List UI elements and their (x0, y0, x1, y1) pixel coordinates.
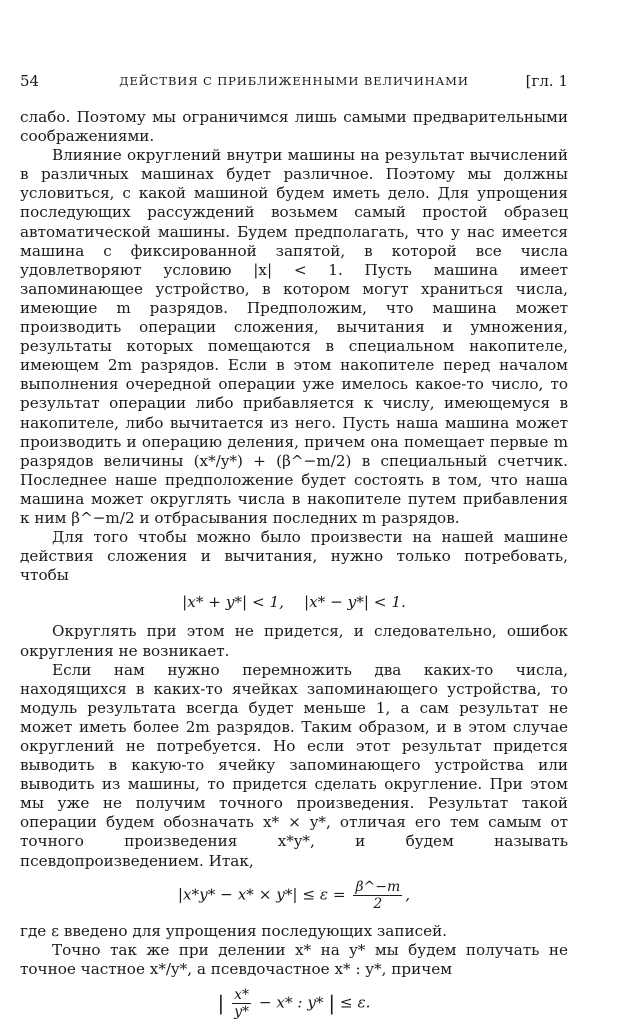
running-title: ДЕЙСТВИЯ С ПРИБЛИЖЕННЫМИ ВЕЛИЧИНАМИ (119, 74, 469, 88)
page-number: 54 (20, 72, 40, 90)
paragraph: где ε введено для упрощения последующих записей. (20, 921, 448, 940)
formula-pseudoquotient (20, 987, 568, 1020)
paragraph: Округлять при этом не придется, и следовательно, ошибок округления не возникает. (20, 622, 568, 660)
paragraph: Если нам нужно перемножить два каких-то числа, находящихся в каких-то ячейках запоминающего устройства, то модуль результата всегда будет меньше 1, а сам результат не может иметь более 2m разрядов. Таким образом, и в этом случае округлений не потребуется. Но если этот результат придется выводить в какую-то ячейку запоминающего устройства или выводить из машины, то придется сделать округление. При этом мы уже не получим точного произведения. Результат такой операции будем обозначать x* × y*, отличая его тем самым от точного произведения x*y*, и будем называть псевдопроизведением. Итак, (20, 660, 568, 870)
formula-pseudoproduct-lhs: |x*y* − x* × y*| ≤ ε = (177, 885, 346, 904)
formula-sum: |x* + y*| < 1, (182, 593, 284, 612)
formula-sum-difference (20, 593, 568, 612)
fraction-denominator: 2 (373, 895, 383, 912)
absolute-value-bar: | (328, 990, 336, 1015)
paragraph: Влияние округлений внутри машины на результат вычислений в различных машинах будет различное. Поэтому мы должны условиться, с какой машиной будем иметь дело. Для упрощения последующих рассуждений возьмем самый простой образец автоматической машины. Будем предполагать, что у нас имеется машина с фиксированной запятой, в которой все числа удовлетворяют условию |x| < 1. Пусть машина имеет запоминающее устройство, в котором могут храниться числа, имеющие m разрядов. Предположим, что машина может производить операции сложения, вычитания и умножения, результаты которых помещаются в специальном накопителе, имеющем 2m разрядов. Если в этом накопителе перед началом выполнения очередной операции уже имелось какое-то число, то результат операции либо прибавляется к числу, имеющемуся в накопителе, либо вычитается из него. Пусть наша машина может производить и операцию деления, причем она помещает первые m разрядов величины (x*/y*) + (β^−m/2) в специальный счетчик. Последнее наше предположение будет состоять в том, что наша машина может округлять числа в накопителе путем прибавления к ним β^−m/2 и отбрасывания последних m разрядов. (20, 146, 568, 527)
formula-end-mark: , (405, 885, 411, 904)
fraction-numerator: x* (234, 986, 250, 1003)
paragraph: слабо. Поэтому мы ограничимся лишь самыми предварительными соображениями. (20, 108, 568, 146)
formula-pseudoquotient-rest: − x* : y* (258, 993, 324, 1012)
absolute-value-bar: | (217, 990, 225, 1015)
formula-difference: |x* − y*| < 1. (304, 593, 406, 612)
fraction (353, 879, 402, 912)
fraction-numerator: β^−m (355, 878, 401, 895)
formula-pseudoquotient-bound: ≤ ε. (339, 993, 371, 1012)
paragraph: Точно так же при делении x* на y* мы будем получать не точное частное x*/y*, а псевдочастное x* : y*, причем (20, 940, 568, 978)
fraction-denominator: y* (234, 1003, 250, 1020)
fraction (232, 987, 251, 1020)
chapter-label: [гл. 1 (525, 72, 568, 90)
paragraph: Для того чтобы можно было произвести на нашей машине действия сложения и вычитания, нужно только потребовать, чтобы (20, 528, 568, 585)
body-text (20, 108, 568, 1030)
formula-pseudoproduct (20, 879, 568, 912)
